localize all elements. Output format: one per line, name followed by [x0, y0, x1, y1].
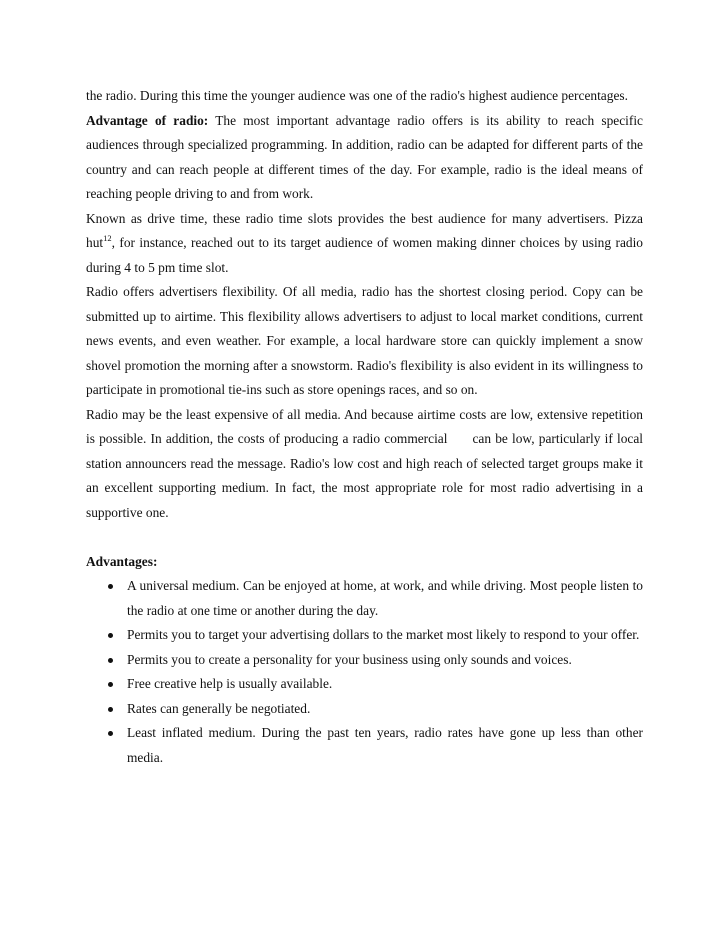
advantage-of-radio-paragraph — [86, 109, 643, 207]
list-item — [86, 721, 643, 770]
list-item — [86, 672, 643, 697]
advantages-heading: Advantages: — [86, 553, 158, 569]
list-item — [86, 697, 643, 722]
list-item — [86, 574, 643, 623]
advantage-of-radio-label: Advantage of radio: — [86, 112, 209, 128]
bullet-icon — [108, 658, 113, 663]
bullet-icon — [108, 707, 113, 712]
footnote-reference: 12 — [103, 233, 112, 243]
list-item-text: Permits you to create a personality for your business using only sounds and voices. — [127, 651, 572, 667]
list-item-text: Least inflated medium. During the past ten years, radio rates have gone up less than other media. — [127, 725, 643, 765]
spacer — [86, 525, 643, 550]
list-item — [86, 648, 643, 673]
drive-time-paragraph — [86, 207, 643, 281]
cost-paragraph: Radio may be the least expensive of all media. And because airtime costs are low, extensive repetition is possible. In addition, the costs of producing a radio commercial can be low, particularly if local station announcers read the message. Radio's low cost and high reach of selected target groups make it an excellent supporting medium. In fact, the most appropriate role for most radio advertising in a supportive one. — [86, 406, 647, 520]
bullet-icon — [108, 633, 113, 638]
list-item — [86, 623, 643, 648]
document-page — [86, 84, 647, 770]
list-item-text: A universal medium. Can be enjoyed at home, at work, and while driving. Most people listen to the radio at one time or another during the day. — [127, 578, 643, 618]
list-item-text: Rates can generally be negotiated. — [127, 700, 311, 716]
list-item-text: Permits you to target your advertising dollars to the market most likely to respond to your offer. — [127, 627, 640, 642]
drive-time-text-after: , for instance, reached out to its target audience of women making dinner choices by using radio during 4 to 5 pm time slot. — [86, 235, 643, 275]
intro-paragraph: the radio. During this time the younger audience was one of the radio's highest audience percentages. — [86, 88, 628, 103]
list-item-text: Free creative help is usually available. — [127, 676, 333, 691]
advantages-list — [86, 574, 643, 770]
flexibility-paragraph: Radio offers advertisers flexibility. Of all media, radio has the shortest closing period. Copy can be submitted up to airtime. This flexibility allows advertisers to adjust to local market conditions, current news events, and even weather. For example, a local hardware store can quickly implement a snow shovel promotion the morning after a snowstorm. Radio's flexibility is also evident in its willingness to participate in promotional tie-ins such as store openings races, and so on. — [86, 284, 643, 397]
drive-time-text-before: Known as drive time, these radio time slots provides the best audience for many advertisers. Pizza hut — [86, 210, 643, 250]
bullet-icon — [108, 682, 113, 687]
advantage-of-radio-text: The most important advantage radio offers is its ability to reach specific audiences through specialized programming. In addition, radio can be adapted for different parts of the country and can reach people at different times of the day. For example, radio is the ideal means of reaching people driving to and from work. — [86, 112, 644, 201]
bullet-icon — [108, 731, 113, 736]
bullet-icon — [108, 584, 113, 589]
